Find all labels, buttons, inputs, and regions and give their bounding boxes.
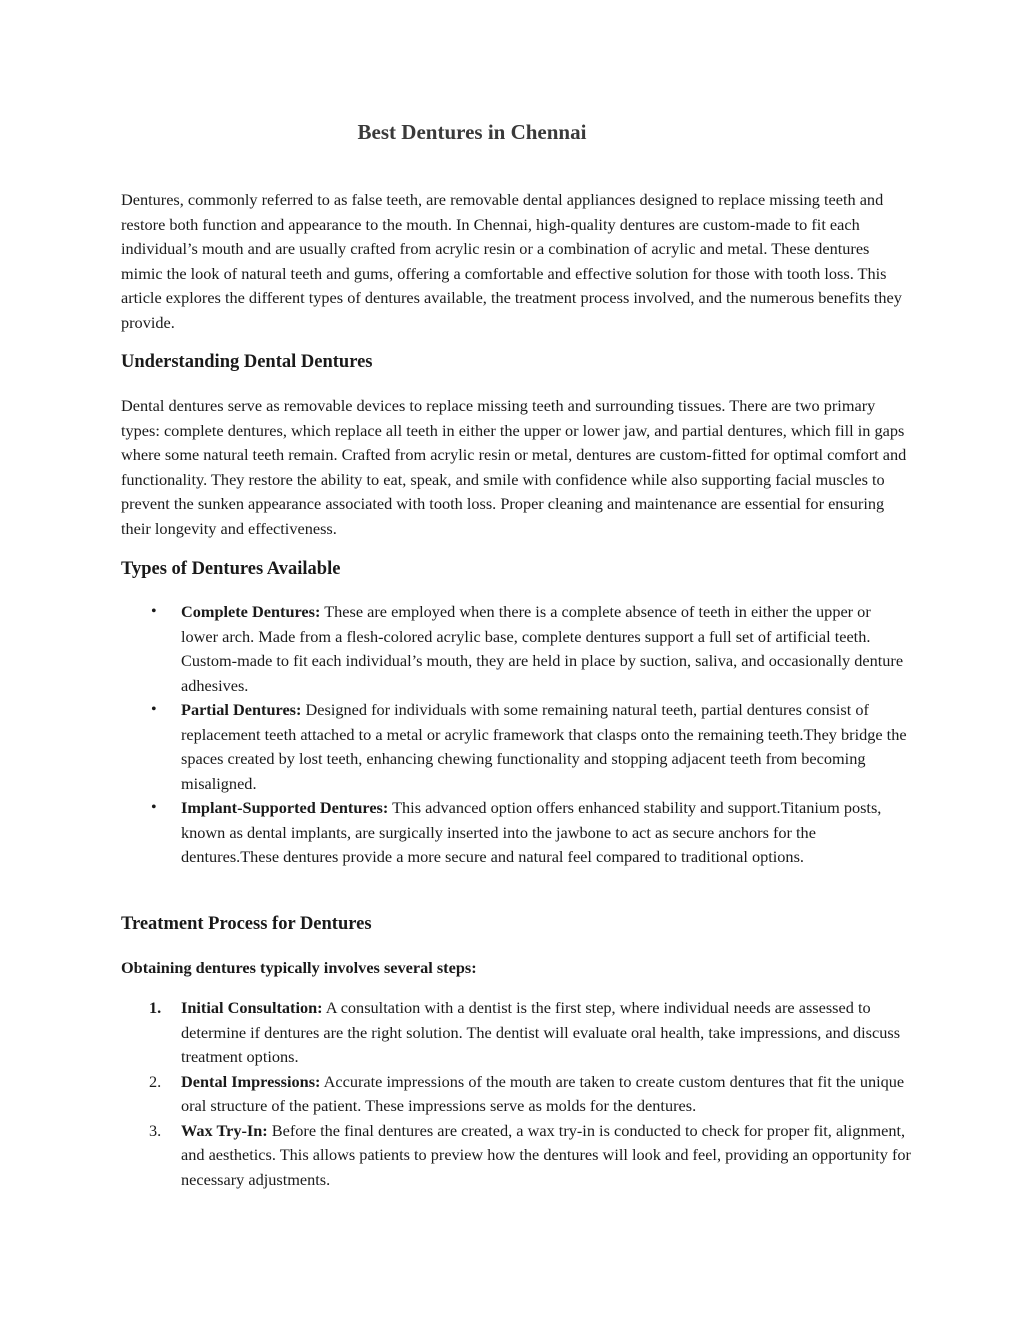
item-term: Complete Dentures: <box>181 602 321 621</box>
list-item <box>121 600 911 698</box>
item-text: These are employed when there is a complete absence of teeth in either the upper or lower arch. Made from a flesh-colored acrylic base, complete dentures support a full set of artificial teeth. Custom-made to fit each individual’s mouth, they are held in place by suction, saliva, and occasionally denture adhesives. <box>181 602 904 695</box>
item-text: Designed for individuals with some remaining natural teeth, partial dentures consist of replacement teeth attached to a metal or acrylic framework that clasps onto the remaining teeth.They bridge the spaces created by lost teeth, enhancing chewing functionality and stopping adjacent teeth from becoming misaligned. <box>181 700 907 793</box>
list-item <box>121 698 911 796</box>
step-number: 2. <box>149 1071 162 1091</box>
item-term: Implant-Supported Dentures: <box>181 798 389 817</box>
list-item <box>121 796 911 870</box>
item-term: Partial Dentures: <box>181 700 302 719</box>
list-item <box>121 1070 911 1119</box>
step-number: 3. <box>149 1120 162 1140</box>
step-text: Accurate impressions of the mouth are taken to create custom dentures that fit the unique oral structure of the patient. These impressions serve as molds for the dentures. <box>181 1071 905 1115</box>
page-title: Best Dentures in Chennai <box>357 120 587 144</box>
treatment-steps-list <box>121 996 911 1192</box>
treatment-subheading: Obtaining dentures typically involves several steps: <box>121 958 477 977</box>
list-item <box>121 1119 911 1193</box>
treatment-heading: Treatment Process for Dentures <box>121 914 372 934</box>
step-term: Initial Consultation: <box>181 998 323 1017</box>
list-item <box>121 996 911 1070</box>
understanding-heading: Understanding Dental Dentures <box>121 352 373 372</box>
bullet-icon: • <box>151 603 157 620</box>
denture-types-list <box>121 600 911 870</box>
step-text: Before the final dentures are created, a wax try-in is conducted to check for proper fit, alignment, and aesthetics. This allows patients to preview how the dentures will look and feel, providing an opportunity for necessary adjustments. <box>181 1120 911 1189</box>
bullet-icon: • <box>151 701 157 718</box>
step-term: Wax Try-In: <box>181 1120 268 1140</box>
item-text: This advanced option offers enhanced stability and support.Titanium posts, known as dental implants, are surgically inserted into the jawbone to act as secure anchors for the dentures.These dentures provide a more secure and natural feel compared to traditional options. <box>181 798 882 866</box>
intro-paragraph: Dentures, commonly referred to as false teeth, are removable dental appliances designed to replace missing teeth and restore both function and appearance to the mouth. In Chennai, high-quality dentures are custom-made to fit each individual’s mouth and are usually crafted from acrylic resin or a combination of acrylic and metal. These dentures mimic the look of natural teeth and gums, offering a comfortable and effective solution for those with tooth loss. This article explores the different types of dentures available, the treatment process involved, and the numerous benefits they provide. <box>121 190 902 332</box>
step-number: 1. <box>149 998 162 1017</box>
step-term: Dental Impressions: <box>181 1071 321 1091</box>
understanding-paragraph: Dental dentures serve as removable devices to replace missing teeth and surrounding tissues. There are two primary types: complete dentures, which replace all teeth in either the upper or lower jaw, and partial dentures, which fill in gaps where some natural teeth remain. Crafted from acrylic resin or metal, dentures are custom-fitted for optimal comfort and functionality. They restore the ability to eat, speak, and smile with confidence while also supporting facial muscles to prevent the sunken appearance associated with tooth loss. Proper cleaning and maintenance are essential for ensuring their longevity and effectiveness. <box>121 396 907 538</box>
types-heading: Types of Dentures Available <box>121 559 341 579</box>
step-text: A consultation with a dentist is the first step, where individual needs are assessed to determine if dentures are the right solution. The dentist will evaluate oral health, take impressions, and discuss treatment options. <box>181 998 901 1066</box>
bullet-icon: • <box>151 799 157 816</box>
